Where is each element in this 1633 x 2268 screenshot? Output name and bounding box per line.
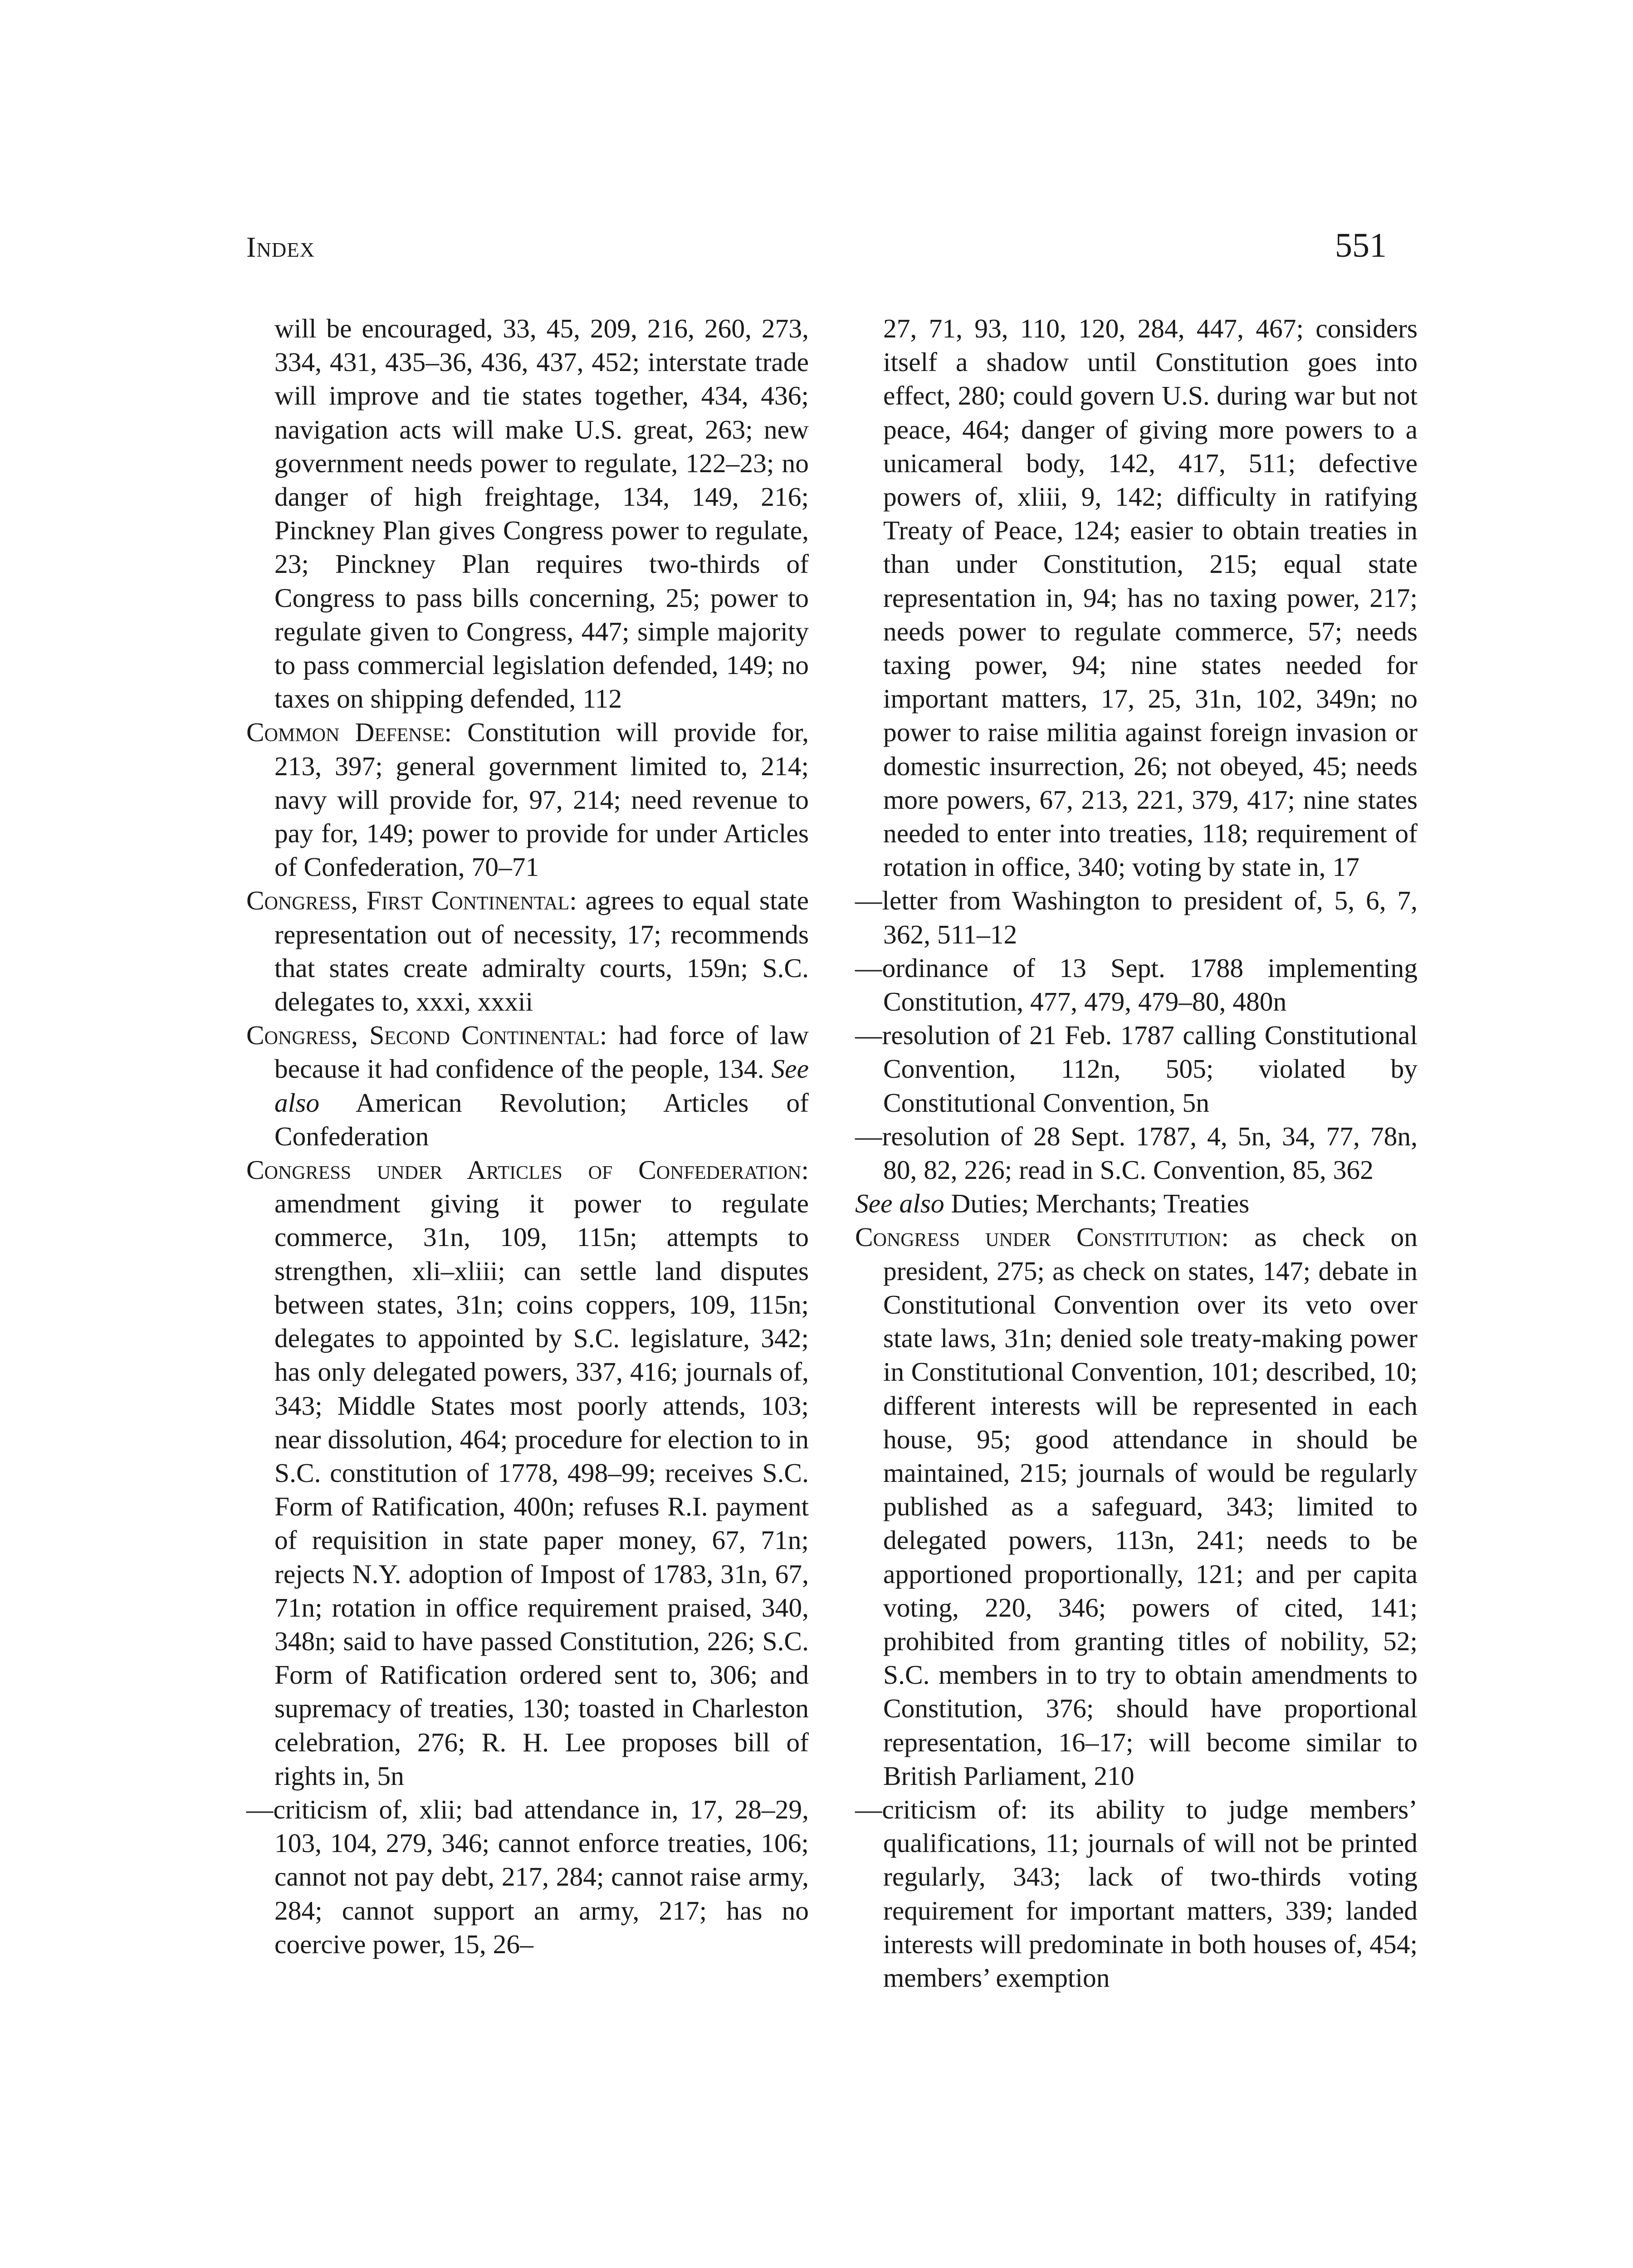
- entry-heading: Congress, First Continental: [246, 885, 570, 916]
- subentry-text: —ordinance of 13 Sept. 1788 implementing Constitution, 477, 479, 479–80, 480n: [855, 953, 1418, 1017]
- index-subentry: [246, 1793, 809, 1961]
- page-number: 551: [1335, 226, 1387, 264]
- see-also-label: See also: [855, 1188, 944, 1219]
- cross-reference: [855, 1187, 1418, 1220]
- running-head-title: Index: [246, 231, 315, 263]
- index-entry: [246, 1018, 809, 1153]
- subentry-text: —resolution of 28 Sept. 1787, 4, 5n, 34, 77, 78n, 80, 82, 226; read in S.C. Convention, 85, 362: [855, 1121, 1418, 1185]
- index-entry-continuation: [855, 312, 1418, 884]
- see-also-label: See also: [274, 1054, 809, 1118]
- entry-text: 27, 71, 93, 110, 120, 284, 447, 467; considers itself a shadow until Constitution goes into effect, 280; could govern U.S. during war but not peace, 464; danger of giving more powers to a unicameral body, 142, 417, 511; defective powers of, xliii, 9, 142; difficulty in ratifying Treaty of Peace, 124; easier to obtain treaties in than under Constitution, 215; equal state representation in, 94; has no taxing power, 217; needs power to regulate commerce, 57; needs taxing power, 94; nine states needed for important matters, 17, 25, 31n, 102, 349n; no power to raise militia against foreign invasion or domestic insurrection, 26; not obeyed, 45; needs more powers, 67, 213, 221, 379, 417; nine states needed to enter into treaties, 118; requirement of rotation in office, 340; voting by state in, 17: [883, 313, 1418, 882]
- see-also-text: Duties; Merchants; Treaties: [944, 1188, 1250, 1219]
- entry-text: : as check on president, 275; as check on states, 147; debate in Constitutional Convention over its veto over state laws, 31n; denied sole treaty-making power in Constitutional Convention, 101; described, 10; different interests will be represented in each house, 95; good attendance in should be maintained, 215; journals of would be regularly published as a safeguard, 343; limited to delegated powers, 113n, 241; needs to be apportioned proportionally, 121; and per capita voting, 220, 346; powers of cited, 141; prohibited from granting titles of nobility, 52; S.C. members in to try to obtain amendments to Constitution, 376; should have proportional representation, 16–17; will become similar to British Parliament, 210: [883, 1222, 1418, 1791]
- index-subentry: [855, 1018, 1418, 1119]
- right-index-column: [855, 312, 1418, 1994]
- see-also-text: American Revolution; Articles of Confederation: [274, 1087, 809, 1151]
- index-subentry: [855, 884, 1418, 951]
- entry-text: : had force of law because it had confidence of the people, 134.: [274, 1020, 809, 1084]
- entry-heading: Congress, Second Continental: [246, 1020, 600, 1051]
- index-subentry: [855, 1793, 1418, 1994]
- index-entry: [855, 1220, 1418, 1792]
- entry-text: : amendment giving it power to regulate commerce, 31n, 109, 115n; attempts to strengthen, xli–xliii; can settle land disputes between states, 31n; coins coppers, 109, 115n; delegates to appointed by S.C. legislature, 342; has only delegated powers, 337, 416; journals of, 343; Middle States most poorly attends, 103; near dissolution, 464; procedure for election to in S.C. constitution of 1778, 498–99; receives S.C. Form of Ratification, 400n; refuses R.I. payment of requisition in state paper money, 67, 71n; rejects N.Y. adoption of Impost of 1783, 31n, 67, 71n; rotation in office requirement praised, 340, 348n; said to have passed Constitution, 226; S.C. Form of Ratification ordered sent to, 306; and supremacy of treaties, 130; toasted in Charleston celebration, 276; R. H. Lee proposes bill of rights in, 5n: [274, 1155, 809, 1791]
- index-entry: [246, 715, 809, 884]
- entry-heading: Congress under Constitution: [855, 1222, 1222, 1252]
- entry-text: : Constitution will provide for, 213, 397; general government limited to, 214; navy will provide for, 97, 214; need revenue to pay for, 149; power to provide for under Articles of Confederation, 70–71: [274, 717, 809, 882]
- index-subentry: [855, 951, 1418, 1018]
- subentry-text: —letter from Washington to president of, 5, 6, 7, 362, 511–12: [855, 885, 1418, 949]
- entry-heading: Common Defense: [246, 717, 445, 748]
- subentry-text: —resolution of 21 Feb. 1787 calling Constitutional Convention, 112n, 505; violated by Constitutional Convention, 5n: [855, 1020, 1418, 1118]
- index-entry: [246, 884, 809, 1018]
- entry-text: : agrees to equal state representation out of necessity, 17; recommends that states create admiralty courts, 159n; S.C. delegates to, xxxi, xxxii: [274, 885, 809, 1017]
- index-entry-continuation: [246, 312, 809, 715]
- entry-text: will be encouraged, 33, 45, 209, 216, 260, 273, 334, 431, 435–36, 436, 437, 452; interstate trade will improve and tie states together, 434, 436; navigation acts will make U.S. great, 263; new government needs power to regulate, 122–23; no danger of high freightage, 134, 149, 216; Pinckney Plan gives Congress power to regulate, 23; Pinckney Plan requires two-thirds of Congress to pass bills concerning, 25; power to regulate given to Congress, 447; simple majority to pass commercial legislation defended, 149; no taxes on shipping defended, 112: [274, 313, 809, 714]
- left-index-column: [246, 312, 809, 1961]
- subentry-text: —criticism of: its ability to judge members’ qualifications, 11; journals of will not be printed regularly, 343; lack of two-thirds voting requirement for important matters, 339; landed interests will predominate in both houses of, 454; members’ exemption: [855, 1794, 1418, 1993]
- running-head: [246, 226, 1387, 265]
- index-subentry: [855, 1119, 1418, 1187]
- subentry-text: —criticism of, xlii; bad attendance in, 17, 28–29, 103, 104, 279, 346; cannot enforce treaties, 106; cannot not pay debt, 217, 284; cannot raise army, 284; cannot support an army, 217; has no coercive power, 15, 26–: [246, 1794, 809, 1959]
- entry-heading: Congress under Articles of Confederation: [246, 1155, 802, 1185]
- index-entry: [246, 1153, 809, 1793]
